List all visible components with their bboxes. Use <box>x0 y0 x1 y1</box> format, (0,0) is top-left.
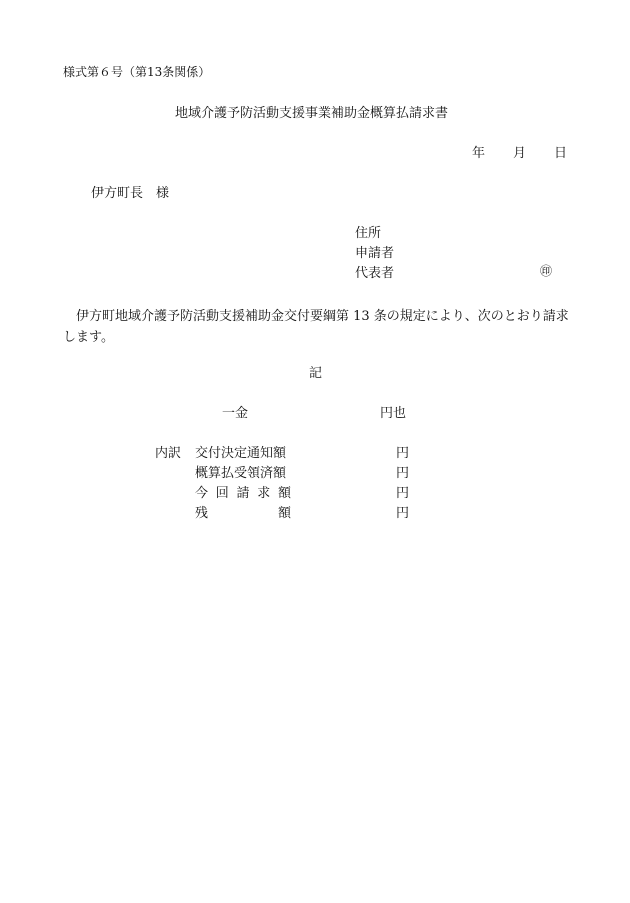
form-number: 様式第６号（第13条関係） <box>63 65 211 79</box>
date-year-label: 年 <box>472 146 486 161</box>
address-label: 住所 <box>355 226 382 241</box>
breakdown-item-name: 残 額 <box>195 506 291 521</box>
recipient <box>91 187 169 200</box>
breakdown-label: 内訳 <box>155 446 182 461</box>
breakdown-item-name: 今 回 請 求 額 <box>195 486 291 501</box>
date-month-label: 月 <box>513 146 527 161</box>
breakdown-item-unit: 円 <box>396 506 410 521</box>
recipient-name: 伊方町長 <box>91 186 144 201</box>
breakdown-item-unit: 円 <box>396 446 410 461</box>
applicant-label: 申請者 <box>355 246 395 261</box>
amount-prefix: 一金 <box>222 406 249 421</box>
representative-label: 代表者 <box>355 266 395 281</box>
recipient-honorific: 様 <box>156 186 170 201</box>
breakdown-item-name: 交付決定通知額 <box>195 446 287 461</box>
breakdown-item-unit: 円 <box>396 466 410 481</box>
breakdown-item-name: 概算払受領済額 <box>195 466 287 481</box>
breakdown-item-unit: 円 <box>396 486 410 501</box>
document-title: 地域介護予防活動支援事業補助金概算払請求書 <box>175 106 449 121</box>
body-text: 伊方町地域介護予防活動支援補助金交付要綱第 13 条の規定により、次のとおり請求します。 <box>63 309 569 345</box>
applicant-block <box>355 227 394 287</box>
seal-mark: ㊞ <box>540 264 553 278</box>
date-field <box>472 147 567 160</box>
ki-heading: 記 <box>309 366 323 381</box>
date-day-label: 日 <box>554 146 568 161</box>
amount-unit: 円也 <box>380 406 407 421</box>
